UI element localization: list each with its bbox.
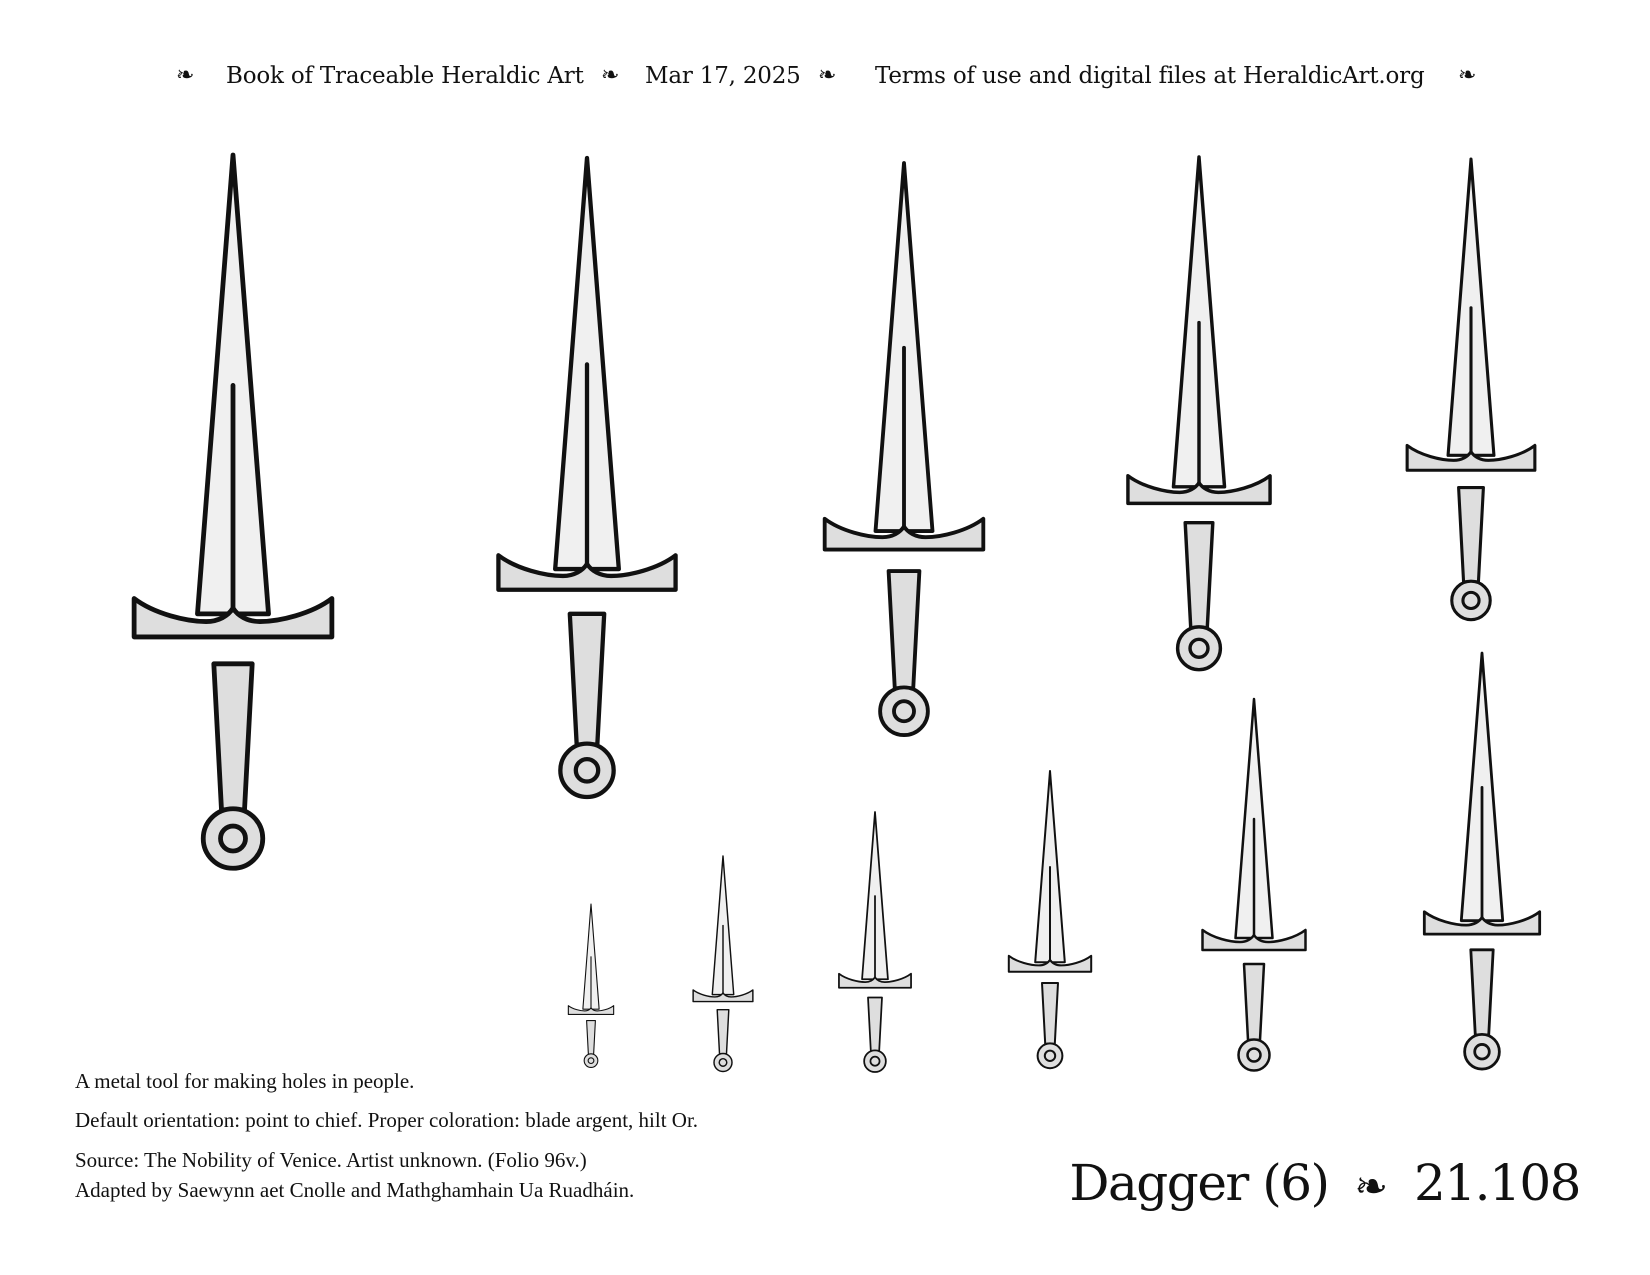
dagger-figure [1407,159,1535,620]
dagger-figure [498,158,675,797]
dagger-figure [134,155,332,868]
dagger-figure [693,856,753,1071]
dagger-figure [839,812,911,1072]
book-title: Book of Traceable Heraldic Art [226,63,584,89]
source-line: Source: The Nobility of Venice. Artist unknown. (Folio 96v.) [75,1148,587,1172]
ornament-icon: ❧ [1458,63,1477,88]
dagger-figure [568,904,613,1067]
description-line: A metal tool for making holes in people. [75,1069,415,1093]
dagger-figure [1203,699,1306,1071]
adaptation-credit: Adapted by Saewynn aet Cnolle and Mathghamhain Ua Ruadháin. [75,1178,635,1202]
ornament-icon: ❧ [1354,1164,1389,1210]
dagger-figure [1128,157,1270,670]
charge-name: Dagger (6) [1069,1154,1329,1212]
dagger-figure [825,163,984,735]
orientation-line: Default orientation: point to chief. Proper coloration: blade argent, hilt Or. [75,1108,699,1132]
ornament-icon: ❧ [176,63,195,88]
terms-of-use: Terms of use and digital files at HeraldicArt.org [875,63,1425,89]
dagger-figure [1424,653,1539,1069]
plate-number: 21.108 [1414,1154,1580,1212]
publication-date: Mar 17, 2025 [645,63,801,89]
ornament-icon: ❧ [601,63,620,88]
dagger-figure [1009,771,1091,1068]
plate-title [1069,1148,1580,1218]
ornament-icon: ❧ [818,63,837,88]
